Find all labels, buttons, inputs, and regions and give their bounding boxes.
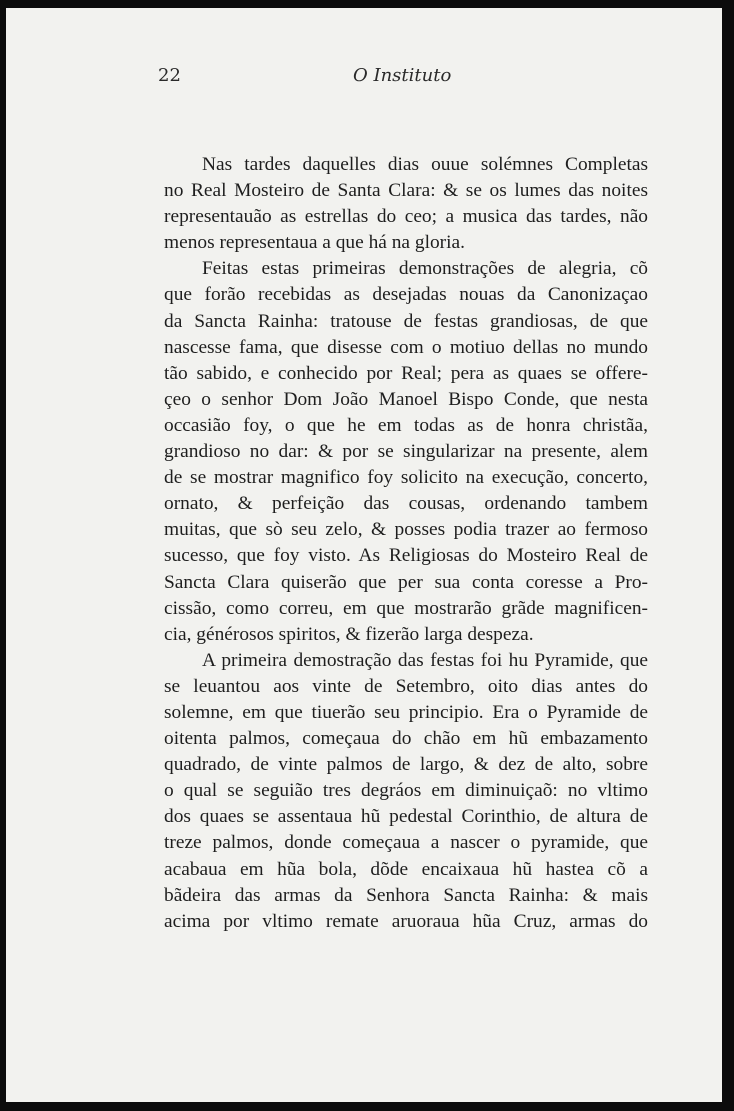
paragraph-1 bbox=[164, 152, 648, 256]
running-head bbox=[6, 65, 722, 95]
text-line: grandioso no dar: & por se singularizar na presente, alem bbox=[164, 441, 648, 463]
text-line: solemne, em que tiuerão seu principio. Era o Pyramide de bbox=[164, 701, 648, 723]
text-line: oitenta palmos, começaua do chão em hũ embazamento bbox=[164, 728, 648, 750]
text-line: occasião foy, o que he em todas as de honra christãa, bbox=[164, 414, 648, 436]
paragraph-3 bbox=[164, 648, 648, 935]
text-line: cia, générosos spiritos, & fizerão larga despeza. bbox=[164, 623, 534, 645]
text-line: cissão, como correu, em que mostrarão grãde magnificen- bbox=[164, 597, 648, 619]
text-line: se leuantou aos vinte de Setembro, oito dias antes do bbox=[164, 675, 648, 697]
text-line: treze palmos, donde começaua a nascer o pyramide, que bbox=[164, 832, 648, 854]
text-line: menos representaua a que há na gloria. bbox=[164, 232, 465, 254]
text-line: tão sabido, e conhecido por Real; pera as quaes se offere- bbox=[164, 362, 648, 384]
text-line: muitas, que sò seu zelo, & posses podia trazer ao fermoso bbox=[164, 519, 648, 541]
paragraph-2 bbox=[164, 256, 648, 647]
text-line: ornato, & perfeição das cousas, ordenando tambem bbox=[164, 493, 648, 515]
text-line: bãdeira das armas da Senhora Sancta Rainha: & mais bbox=[164, 884, 648, 906]
text-line: da Sancta Rainha: tratouse de festas grandiosas, de que bbox=[164, 310, 648, 332]
text-line: acima por vltimo remate aruoraua hũa Cruz, armas do bbox=[164, 910, 648, 932]
text-line: dos quaes se assentaua hũ pedestal Corinthio, de altura de bbox=[164, 806, 648, 828]
text-line: acabaua em hũa bola, dõde encaixaua hũ hastea cõ a bbox=[164, 858, 648, 880]
text-line: A primeira demostração das festas foi hu Pyramide, que bbox=[202, 649, 648, 671]
text-line: nascesse fama, que disesse com o motiuo dellas no mundo bbox=[164, 336, 648, 358]
text-line: çeo o senhor Dom João Manoel Bispo Conde, que nesta bbox=[164, 388, 648, 410]
text-line: o qual se seguião tres degráos em diminuiçaõ: no vltimo bbox=[164, 780, 648, 802]
text-line: que forão recebidas as desejadas nouas da Canonizaçao bbox=[164, 284, 648, 306]
running-title: O Instituto bbox=[353, 65, 452, 86]
text-line: Feitas estas primeiras demonstrações de alegria, cõ bbox=[202, 258, 648, 280]
text-line: representauão as estrellas do ceo; a musica das tardes, não bbox=[164, 206, 648, 228]
text-line: de se mostrar magnifico foy solicito na execução, concerto, bbox=[164, 467, 648, 489]
text-line: Nas tardes daquelles dias ouue solémnes Completas bbox=[202, 154, 648, 175]
page-number: 22 bbox=[158, 65, 181, 86]
body-text bbox=[164, 152, 648, 935]
text-line: sucesso, que foy visto. As Religiosas do Mosteiro Real de bbox=[164, 545, 648, 567]
text-line: Sancta Clara quiserão que per sua conta coresse a Pro- bbox=[164, 571, 648, 593]
text-line: no Real Mosteiro de Santa Clara: & se os lumes das noites bbox=[164, 180, 648, 202]
text-line: quadrado, de vinte palmos de largo, & dez de alto, sobre bbox=[164, 754, 648, 776]
book-page bbox=[6, 8, 722, 1102]
